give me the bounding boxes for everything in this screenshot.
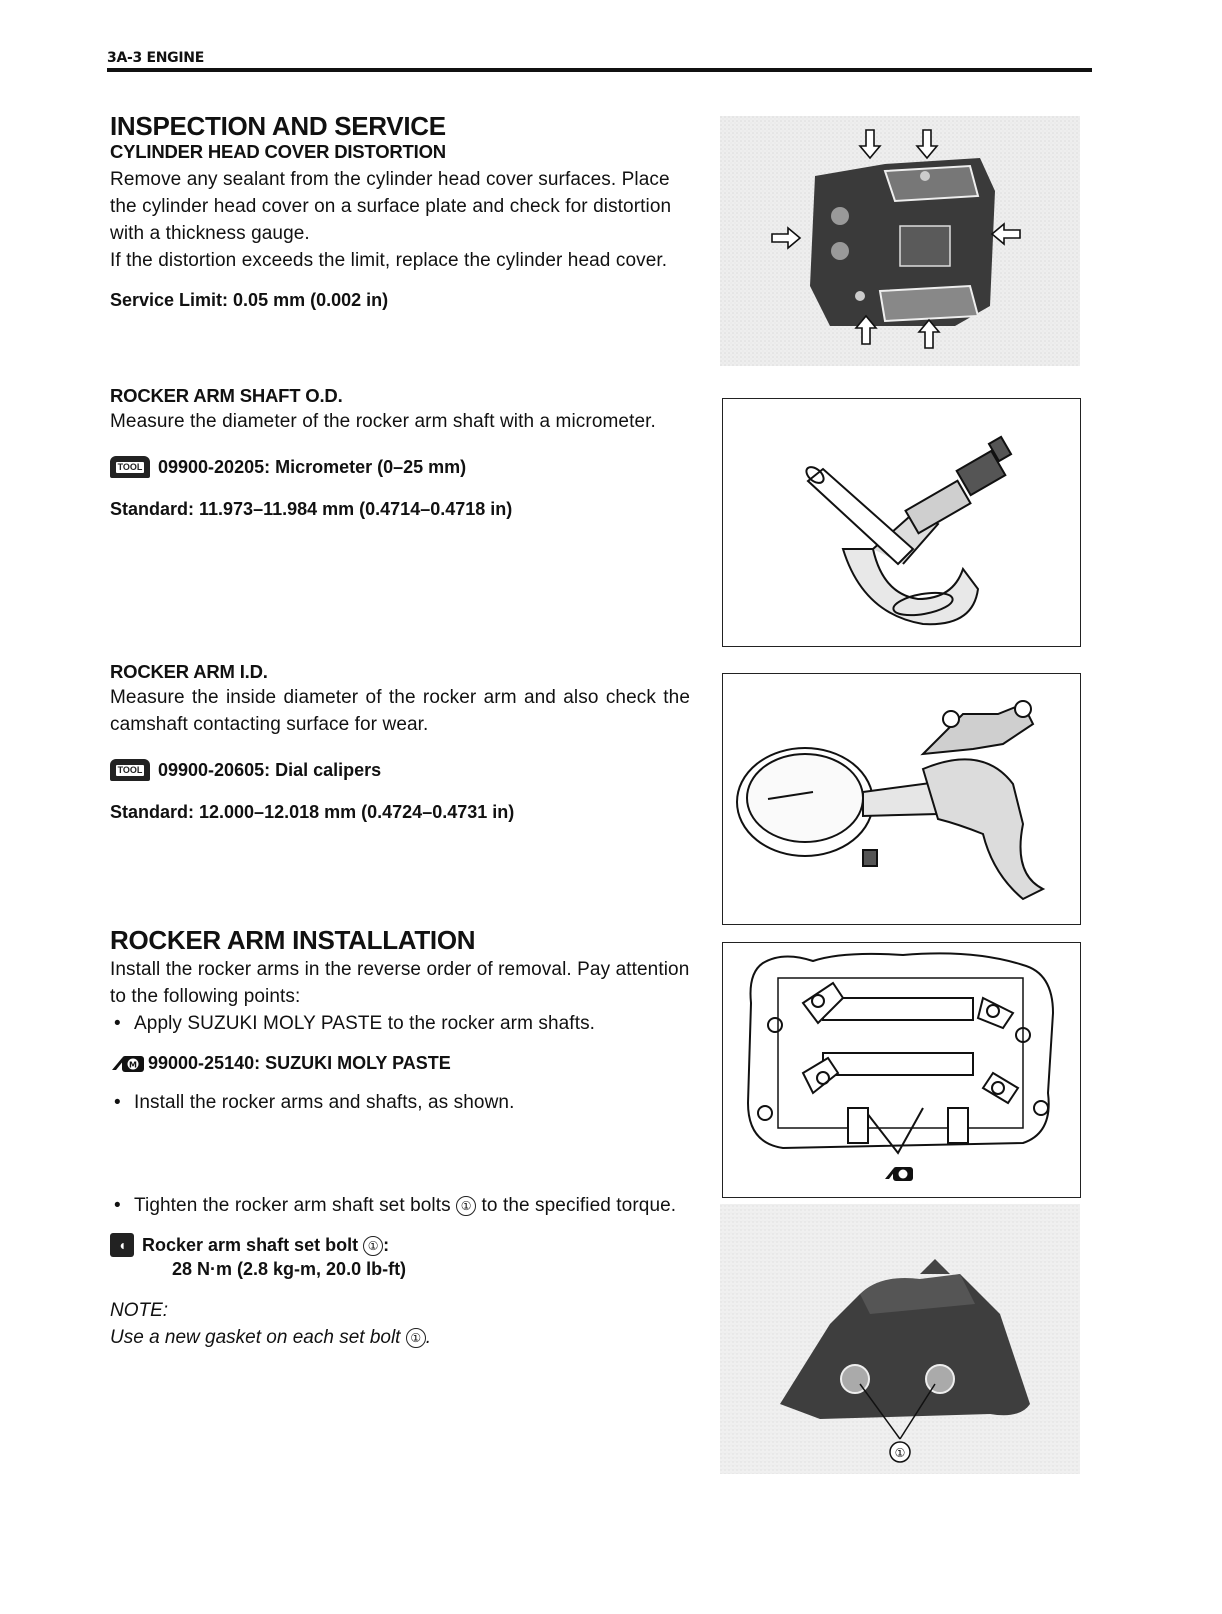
distortion-text-2: If the distortion exceeds the limit, replace the cylinder head cover.	[110, 250, 668, 271]
inspection-section	[110, 112, 690, 312]
shaft-od-text: Measure the diameter of the rocker arm shaft with a micrometer.	[110, 411, 656, 432]
moly-paste-row	[110, 1051, 690, 1075]
dial-caliper-figure	[722, 673, 1081, 925]
arm-id-tool	[110, 758, 690, 782]
moly-paste-icon	[110, 1052, 146, 1074]
installation-title: ROCKER ARM INSTALLATION	[110, 925, 476, 955]
distortion-title: CYLINDER HEAD COVER DISTORTION	[110, 141, 446, 162]
cylinder-head-cover-photo	[720, 116, 1080, 366]
installation-bullet-1	[110, 1010, 690, 1037]
shaft-od-tool	[110, 455, 690, 479]
installation-bullet-3-text-a: Tighten the rocker arm shaft set bolts	[134, 1195, 451, 1216]
installation-bullet-1-text: Apply SUZUKI MOLY PASTE to the rocker arm shafts.	[134, 1013, 596, 1034]
moly-paste-code: 99000-25140: SUZUKI MOLY PASTE	[148, 1053, 451, 1073]
shaft-od-standard: Standard: 11.973–11.984 mm (0.4714–0.4718 in)	[110, 499, 513, 519]
tool-icon: TOOL	[110, 456, 150, 478]
arm-id-text: Measure the inside diameter of the rocker arm and also check the camshaft contacting surface for wear.	[110, 687, 690, 735]
torque-label: Rocker arm shaft set bolt ① :	[142, 1235, 390, 1255]
installation-bullet-3-text-b: to the specified torque.	[481, 1195, 677, 1216]
tool-icon: TOOL	[110, 759, 150, 781]
header-label: 3A-3 ENGINE	[107, 50, 204, 66]
installation-bullet-3: • Tighten the rocker arm shaft set bolts ① to the specified torque.	[114, 1195, 677, 1216]
installation-bullet-2: • Install the rocker arms and shafts, as shown.	[114, 1092, 515, 1113]
callout-1-marker: ①	[456, 1196, 476, 1216]
torque-section	[110, 1192, 690, 1351]
set-bolts-photo	[720, 1204, 1080, 1474]
inspection-title: INSPECTION AND SERVICE	[110, 111, 446, 141]
installation-intro: Install the rocker arms in the reverse order of removal. Pay attention to the following points:	[110, 959, 690, 1007]
note-text: Use a new gasket on each set bolt ① .	[110, 1327, 432, 1348]
arm-id-title: ROCKER ARM I.D.	[110, 661, 268, 682]
arm-id-tool-label: 09900-20605: Dial calipers	[158, 760, 382, 780]
micrometer-figure	[722, 398, 1081, 647]
distortion-text: Remove any sealant from the cylinder head cover surfaces. Place the cylinder head cover on a surface plate and check for distortion with a thickness gauge.	[110, 169, 672, 244]
installation-section	[110, 926, 690, 1116]
bullet-dot: •	[114, 1013, 121, 1034]
service-limit: Service Limit: 0.05 mm (0.002 in)	[110, 290, 389, 310]
svg-text:M: M	[129, 1060, 137, 1070]
set-bolt-left	[841, 1365, 869, 1393]
torque-value: 28 N·m (2.8 kg-m, 20.0 lb-ft)	[172, 1259, 407, 1279]
shaft-od-tool-label: 09900-20205: Micrometer (0–25 mm)	[158, 457, 467, 477]
torque-wrench-icon: ◖	[110, 1233, 134, 1257]
note-label: NOTE:	[110, 1300, 169, 1321]
shaft-od-section	[110, 384, 690, 521]
moly-paste-icon	[885, 1167, 913, 1181]
shaft-od-title: ROCKER ARM SHAFT O.D.	[110, 385, 343, 406]
page-header	[107, 50, 1092, 72]
arm-id-section	[110, 660, 690, 824]
rocker-assembly-figure	[722, 942, 1081, 1198]
callout-1-label: ①	[894, 1446, 906, 1460]
set-bolt-right	[926, 1365, 954, 1393]
torque-row	[110, 1233, 690, 1257]
arm-id-standard: Standard: 12.000–12.018 mm (0.4724–0.4731 in)	[110, 802, 515, 822]
installation-bullet-2-text: Install the rocker arms and shafts, as shown.	[134, 1092, 515, 1113]
